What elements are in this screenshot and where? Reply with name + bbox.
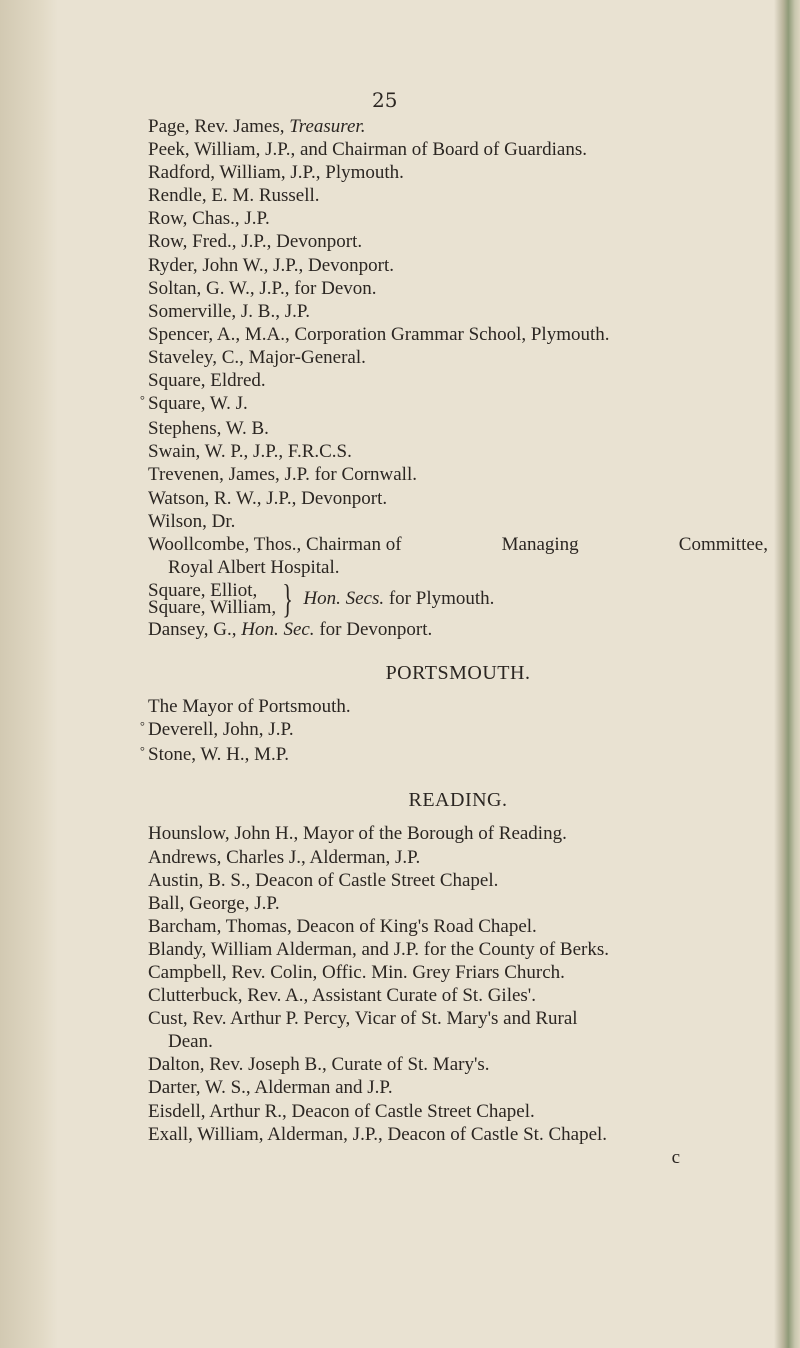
list-item: ° Stone, W. H., M.P. bbox=[140, 744, 289, 766]
entry-name: Dalton, Rev. Joseph B., Curate of St. Mary's. bbox=[148, 1054, 490, 1076]
entry-name: Stephens, W. B. bbox=[148, 418, 269, 440]
entry-name: Stone, W. H., M.P. bbox=[148, 744, 289, 766]
entry-name: The Mayor of Portsmouth. bbox=[148, 696, 351, 718]
hon-secs-label: Hon. Secs. bbox=[303, 588, 385, 610]
entry-name: Andrews, Charles J., Alderman, J.P. bbox=[148, 846, 421, 868]
list-item bbox=[148, 1007, 768, 1030]
entry-name: Square, W. J. bbox=[148, 393, 248, 415]
entry-name: Spencer, A., M.A., Corporation Grammar School, Plymouth. bbox=[148, 323, 610, 345]
list-item-woollcombe bbox=[148, 533, 768, 556]
woollcombe-text-3: Committee, bbox=[678, 533, 768, 555]
entry-name: Watson, R. W., J.P., Devonport. bbox=[148, 487, 388, 509]
list-item bbox=[148, 961, 768, 984]
hon-secs-suffix: for Plymouth. bbox=[384, 588, 495, 610]
list-item bbox=[148, 1123, 768, 1146]
entry-name: Somerville, J. B., J.P. bbox=[148, 300, 311, 322]
entry-role: Treasurer. bbox=[289, 116, 366, 137]
entry-name: Eisdell, Arthur R., Deacon of Castle Street Chapel. bbox=[148, 1100, 535, 1122]
entry-name: Blandy, William Alderman, and J.P. for the County of Berks. bbox=[148, 938, 609, 960]
list-item bbox=[148, 277, 768, 300]
section-heading-reading: READING. bbox=[408, 789, 508, 812]
signature-mark: c bbox=[671, 1146, 680, 1168]
list-item bbox=[148, 892, 768, 915]
list-item bbox=[148, 346, 768, 369]
page-number: 25 bbox=[372, 88, 398, 112]
list-item bbox=[148, 440, 768, 463]
book-spine-shadow bbox=[0, 0, 58, 1348]
entry-name: Deverell, John, J.P. bbox=[148, 719, 294, 741]
entry-name: Ball, George, J.P. bbox=[148, 892, 280, 914]
plymouth-entries bbox=[140, 115, 768, 533]
list-item-continuation: Royal Albert Hospital. bbox=[168, 556, 340, 578]
list-item bbox=[148, 695, 768, 718]
entry-name: Staveley, C., Major-General. bbox=[148, 346, 366, 368]
list-item bbox=[148, 417, 768, 440]
list-item-dansey bbox=[148, 618, 768, 641]
woollcombe-text-2: Managing bbox=[501, 533, 579, 555]
list-item bbox=[148, 230, 768, 253]
list-item bbox=[148, 869, 768, 892]
list-item bbox=[148, 984, 768, 1007]
entry-name: Soltan, G. W., J.P., for Devon. bbox=[148, 277, 377, 299]
list-item bbox=[148, 369, 768, 392]
section-heading-portsmouth: PORTSMOUTH. bbox=[385, 661, 531, 684]
list-item bbox=[148, 822, 768, 845]
entry-name: Rendle, E. M. Russell. bbox=[148, 185, 320, 207]
entry-name: Campbell, Rev. Colin, Offic. Min. Grey Friars Church. bbox=[148, 962, 565, 983]
entry-name: Clutterbuck, Rev. A., Assistant Curate of St. Giles'. bbox=[148, 985, 536, 1007]
list-item bbox=[148, 207, 768, 230]
woollcombe-text-1: Woollcombe, Thos., Chairman of bbox=[148, 533, 402, 555]
entry-name: Hounslow, John H., Mayor of the Borough of Reading. bbox=[148, 823, 567, 845]
list-item bbox=[148, 1076, 768, 1099]
entry-name: Dean. bbox=[168, 1031, 213, 1053]
brace-icon: } bbox=[282, 575, 294, 621]
page-edge bbox=[774, 0, 800, 1348]
list-item bbox=[148, 846, 768, 869]
entry-name: Exall, William, Alderman, J.P., Deacon of Castle St. Chapel. bbox=[148, 1123, 608, 1145]
dansey-name: Dansey, G., bbox=[148, 618, 242, 640]
list-item bbox=[148, 254, 768, 277]
entry-name: Row, Chas., J.P. bbox=[148, 208, 270, 230]
secretary-name: Square, Elliot, bbox=[148, 579, 258, 601]
dansey-suffix: for Devonport. bbox=[314, 618, 433, 640]
list-item bbox=[148, 510, 768, 533]
list-item bbox=[148, 938, 768, 961]
list-item bbox=[148, 300, 768, 323]
entry-name: Wilson, Dr. bbox=[148, 510, 236, 532]
entry-name: Cust, Rev. Arthur P. Percy, Vicar of St. Mary's and Rural bbox=[148, 1008, 578, 1030]
list-item bbox=[148, 915, 768, 938]
reading-entries bbox=[148, 822, 768, 1145]
entry-name: Trevenen, James, J.P. for Cornwall. bbox=[148, 464, 417, 486]
secretary-name: Square, William, bbox=[148, 596, 277, 618]
entry-name: Peek, William, J.P., and Chairman of Board of Guardians. bbox=[148, 139, 587, 161]
list-item bbox=[148, 487, 768, 510]
joint-secretaries bbox=[148, 575, 768, 621]
entry-name: Radford, William, J.P., Plymouth. bbox=[148, 162, 404, 184]
list-item bbox=[148, 115, 768, 138]
list-item bbox=[148, 138, 768, 161]
entry-name: Austin, B. S., Deacon of Castle Street Chapel. bbox=[148, 869, 499, 891]
list-item bbox=[148, 184, 768, 207]
portsmouth-entries bbox=[140, 695, 768, 768]
entry-name: Ryder, John W., J.P., Devonport. bbox=[148, 254, 395, 276]
entry-name: Page, Rev. James, bbox=[148, 116, 290, 137]
joint-secretaries-names bbox=[148, 579, 277, 618]
entry-name: Barcham, Thomas, Deacon of King's Road Chapel. bbox=[148, 915, 537, 937]
hon-sec-label: Hon. Sec. bbox=[241, 618, 315, 640]
list-item: ° Square, W. J. bbox=[140, 393, 248, 415]
list-item bbox=[148, 1100, 768, 1123]
entry-name: Square, Eldred. bbox=[148, 370, 266, 392]
list-item: ° Deverell, John, J.P. bbox=[140, 719, 294, 741]
list-item bbox=[148, 1053, 768, 1076]
list-item bbox=[148, 161, 768, 184]
joint-secretaries-role bbox=[303, 588, 495, 610]
list-item bbox=[148, 323, 768, 346]
entry-name: Row, Fred., J.P., Devonport. bbox=[148, 231, 363, 253]
list-item bbox=[148, 1030, 768, 1053]
subscriber-list bbox=[140, 115, 768, 1169]
entry-name: Darter, W. S., Alderman and J.P. bbox=[148, 1077, 393, 1099]
entry-name: Swain, W. P., J.P., F.R.C.S. bbox=[148, 441, 352, 463]
list-item bbox=[148, 463, 768, 486]
